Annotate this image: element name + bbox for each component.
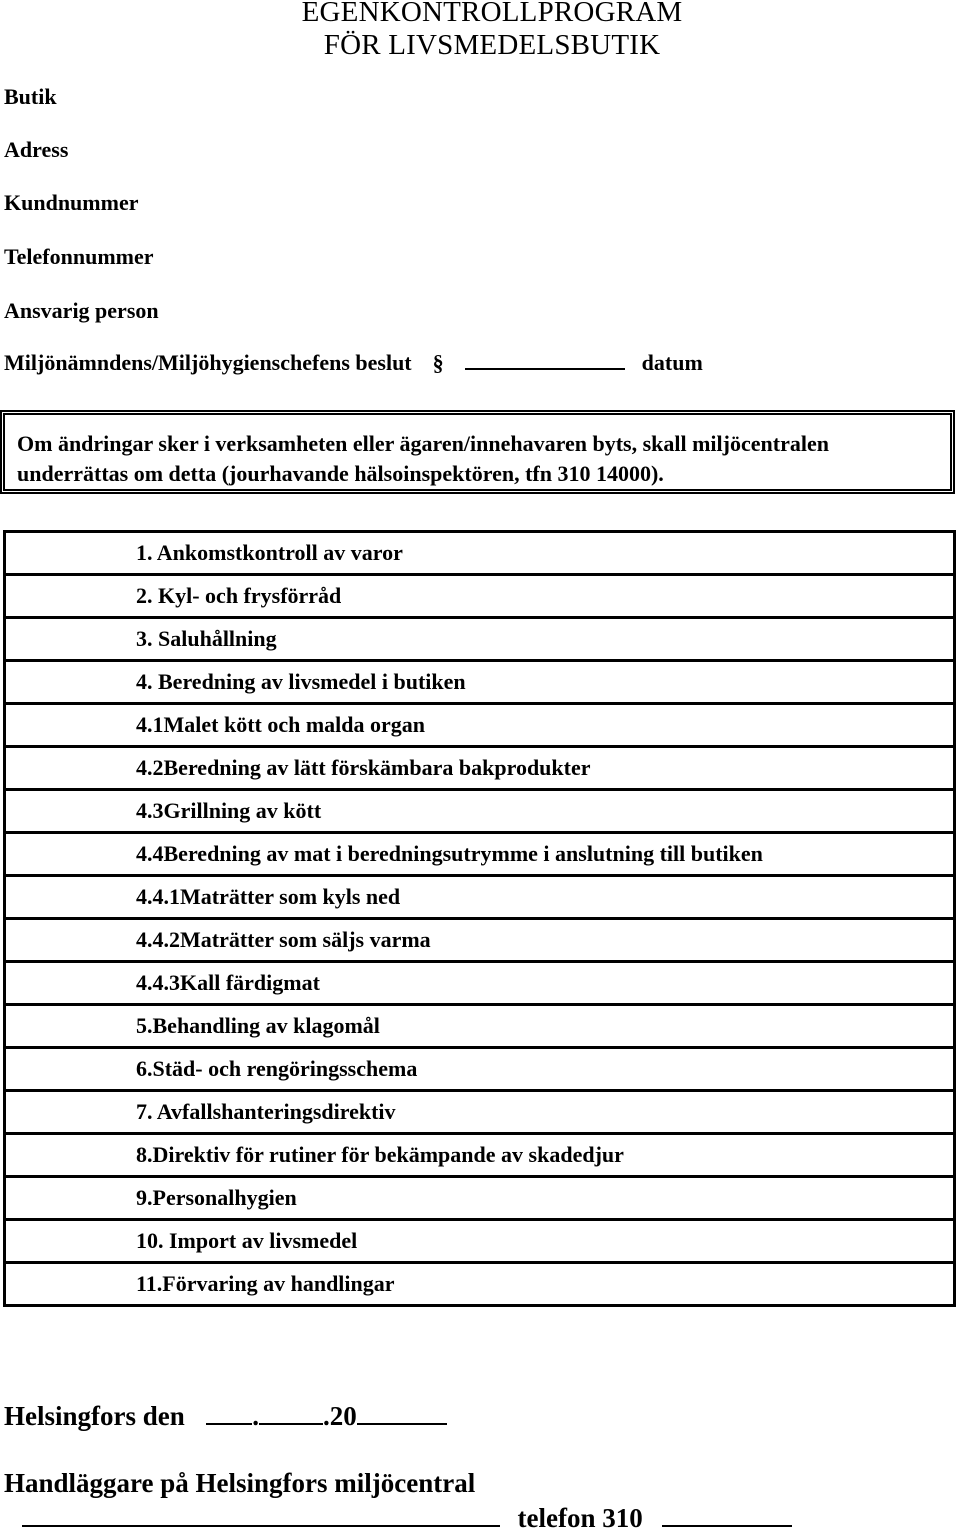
- section-item: 4.4.3Kall färdigmat: [5, 962, 955, 1005]
- section-sign: §: [432, 350, 444, 375]
- notice-line-1: Om ändringar sker i verksamheten eller ägaren/innehavaren byts, skall miljöcentralen: [17, 431, 829, 456]
- field-butik: Butik: [4, 84, 57, 109]
- decision-number-blank[interactable]: [465, 350, 625, 370]
- table-row: [5, 1091, 955, 1134]
- handler-label: Handläggare på Helsingfors miljöcentral: [4, 1468, 476, 1498]
- title-line-2: FÖR LIVSMEDELSBUTIK: [323, 29, 661, 61]
- decision-line: [4, 350, 703, 376]
- phone-label: telefon 310: [517, 1503, 643, 1533]
- section-item: 4.4Beredning av mat i beredningsutrymme i anslutning till butiken: [5, 833, 955, 876]
- date-label: datum: [641, 350, 703, 375]
- section-item: 11.Förvaring av handlingar: [5, 1263, 955, 1306]
- section-item: 10. Import av livsmedel: [5, 1220, 955, 1263]
- section-item: 6.Städ- och rengöringsschema: [5, 1048, 955, 1091]
- date-separator: .: [252, 1401, 260, 1431]
- table-row: [5, 876, 955, 919]
- field-adress: Adress: [4, 137, 69, 162]
- table-row: [5, 833, 955, 876]
- table-row: [5, 618, 955, 661]
- field-ansvarig-person: Ansvarig person: [4, 298, 159, 323]
- month-blank[interactable]: [259, 1401, 323, 1425]
- section-item: 4.4.1Maträtter som kyls ned: [5, 876, 955, 919]
- section-item: 4.3Grillning av kött: [5, 790, 955, 833]
- table-row: [5, 1005, 955, 1048]
- notice-line-2: underrättas om detta (jourhavande hälsoinspektören, tfn 310 14000).: [17, 461, 664, 486]
- section-item: 7. Avfallshanteringsdirektiv: [5, 1091, 955, 1134]
- table-row: [5, 919, 955, 962]
- year-blank[interactable]: [357, 1401, 447, 1425]
- day-blank[interactable]: [206, 1401, 252, 1425]
- section-item: 8.Direktiv för rutiner för bekämpande av skadedjur: [5, 1134, 955, 1177]
- section-item: 9.Personalhygien: [5, 1177, 955, 1220]
- section-item: 4. Beredning av livsmedel i butiken: [5, 661, 955, 704]
- phone-number-blank[interactable]: [662, 1503, 792, 1527]
- table-row: [5, 704, 955, 747]
- table-row: [5, 1177, 955, 1220]
- field-telefonnummer: Telefonnummer: [4, 244, 154, 269]
- section-item: 3. Saluhållning: [5, 618, 955, 661]
- title-line-1: EGENKONTROLLPROGRAM: [301, 0, 683, 28]
- table-row: [5, 1134, 955, 1177]
- sections-table: [3, 530, 956, 1307]
- year-prefix: .20: [323, 1401, 357, 1431]
- city-label: Helsingfors den: [4, 1401, 185, 1431]
- table-row: [5, 661, 955, 704]
- table-row: [5, 747, 955, 790]
- table-row: [5, 1048, 955, 1091]
- signature-place-date: [4, 1400, 447, 1432]
- handler-name-blank[interactable]: [22, 1503, 500, 1527]
- notice-box: [0, 410, 955, 494]
- table-row: [5, 790, 955, 833]
- table-row: [5, 532, 955, 575]
- section-item: 4.4.2Maträtter som säljs varma: [5, 919, 955, 962]
- section-item: 4.2Beredning av lätt förskämbara bakprodukter: [5, 747, 955, 790]
- handler-phone-row: [22, 1502, 792, 1534]
- decision-label: Miljönämndens/Miljöhygienschefens beslut: [4, 350, 412, 375]
- table-row: [5, 1220, 955, 1263]
- section-item: 1. Ankomstkontroll av varor: [5, 532, 955, 575]
- section-item: 4.1Malet kött och malda organ: [5, 704, 955, 747]
- section-item: 5.Behandling av klagomål: [5, 1005, 955, 1048]
- table-row: [5, 1263, 955, 1306]
- table-row: [5, 962, 955, 1005]
- section-item: 2. Kyl- och frysförråd: [5, 575, 955, 618]
- document-title: [292, 0, 692, 62]
- table-row: [5, 575, 955, 618]
- field-kundnummer: Kundnummer: [4, 190, 139, 215]
